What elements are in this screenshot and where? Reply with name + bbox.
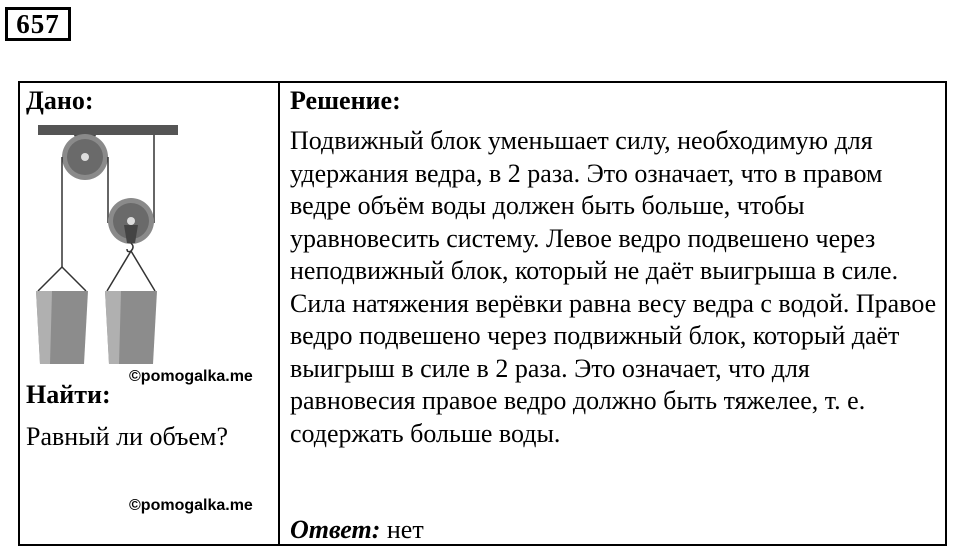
ceiling-bar bbox=[38, 125, 178, 135]
watermark: ©pomogalka.me bbox=[129, 368, 253, 385]
answer-line bbox=[290, 515, 424, 545]
find-text: Равный ли объем? bbox=[26, 422, 229, 451]
given-label: Дано: bbox=[26, 86, 94, 115]
left-bucket-handle bbox=[38, 267, 86, 291]
right-bucket-handle bbox=[107, 251, 155, 291]
find-label: Найти: bbox=[26, 380, 111, 409]
solution-table bbox=[18, 81, 947, 546]
problem-number: 657 bbox=[5, 7, 71, 41]
watermark: ©pomogalka.me bbox=[129, 497, 253, 514]
solution-text: Подвижный блок уменьшает силу, необходимую для удержания ведра, в 2 раза. Это означает, что в правом ведре объём воды должен быть больше, чтобы уравновесить систему. Левое ведро подвешено через неподвижный блок, который не даёт выигрыша в силе. Сила натяжения верёвки равна весу ведра с водой. Правое ведро подвешено через подвижный блок, который даёт выигрыш в силе в 2 раза. Это означает, что для равновесия правое ведро должно быть тяжелее, т. е. содержать больше воды. bbox=[290, 126, 937, 448]
solution-label: Решение: bbox=[290, 86, 401, 115]
answer-label: Ответ: bbox=[290, 515, 381, 544]
pulley-diagram bbox=[34, 119, 204, 369]
column-divider bbox=[278, 83, 280, 544]
answer-value: нет bbox=[386, 515, 424, 544]
